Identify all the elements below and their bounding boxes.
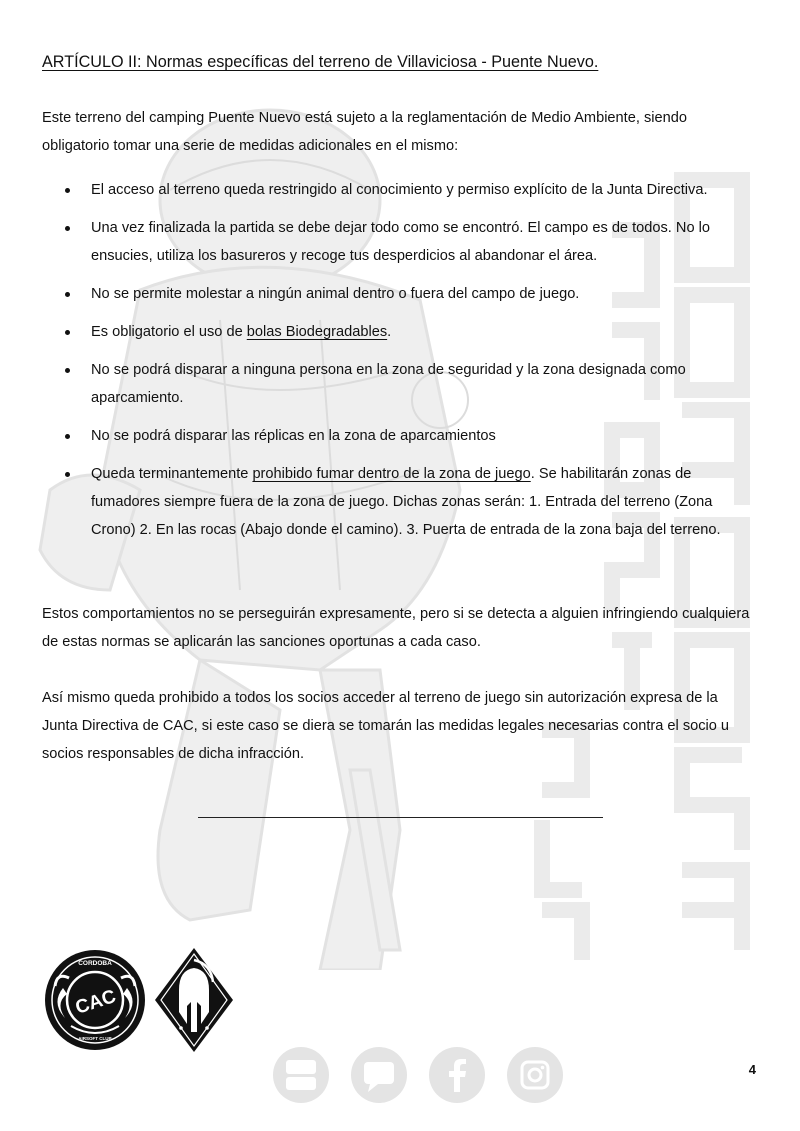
biodegradable-link[interactable]: bolas Biodegradables [246, 324, 388, 340]
chat-icon[interactable] [350, 1046, 408, 1104]
list-item [42, 176, 754, 204]
article-heading: ARTÍCULO II: Normas específicas del terreno de Villaviciosa - Puente Nuevo. [42, 53, 599, 71]
document-content [42, 40, 754, 768]
list-item [42, 356, 754, 412]
instagram-icon[interactable] [506, 1046, 564, 1104]
rule-text: No se podrá disparar a ninguna persona en la zona de seguridad y la zona designada como aparcamiento. [91, 362, 686, 406]
sanctions-paragraph: Estos comportamientos no se perseguirán expresamente, pero si se detecta a alguien infringiendo cualquiera de estas normas se aplicarán las sanciones oportunas a cada caso. [42, 606, 750, 650]
rule-text: . Se habilitarán zonas de fumadores siempre fuera de la zona de juego. Dichas zonas serán: 1. Entrada del terreno (Zona Crono) 2. En las rocas (Abajo donde el camino). 3. Puerta de entrada de la zona baja del terreno. [91, 466, 721, 538]
list-item [42, 460, 754, 544]
rule-text: El acceso al terreno queda restringido al conocimiento y permiso explícito de la Junta Directiva. [91, 182, 708, 198]
rule-text: No se permite molestar a ningún animal dentro o fuera del campo de juego. [91, 286, 580, 302]
list-item [42, 214, 754, 270]
intro-paragraph: Este terreno del camping Puente Nuevo está sujeto a la reglamentación de Medio Ambiente, siendo obligatorio tomar una serie de medidas adicionales en el mismo: [42, 110, 687, 154]
logo-text-main: CAC [72, 986, 119, 1019]
rule-text: Es obligatorio el uso de [91, 324, 247, 340]
rule-text: No se podrá disparar las réplicas en la zona de aparcamientos [91, 428, 496, 444]
youtube-icon[interactable] [272, 1046, 330, 1104]
list-item [42, 318, 754, 346]
rule-text: Una vez finalizada la partida se debe dejar todo como se encontró. El campo es de todos. No lo ensucies, utiliza los basureros y recoge tus desperdicios al abandonar el área. [91, 220, 710, 264]
list-item [42, 422, 754, 450]
spartan-helmet-logo [153, 946, 235, 1054]
access-paragraph: Así mismo queda prohibido a todos los socios acceder al terreno de juego sin autorización expresa de la Junta Directiva de CAC, si este caso se diera se tomarán las medidas legales necesarias contra el socio u socios responsables de dicha infracción. [42, 690, 730, 762]
rule-text: Queda terminantemente [91, 466, 253, 482]
list-item [42, 280, 754, 308]
logo-text-bottom: AIRSOFT CLUB [78, 1036, 112, 1041]
page-number: 4 [748, 1062, 756, 1077]
cac-logo [43, 948, 147, 1052]
rules-list [42, 176, 754, 544]
rule-text: . [387, 324, 392, 340]
facebook-icon[interactable] [428, 1046, 486, 1104]
no-smoking-link[interactable]: prohibido fumar dentro de la zona de juego [252, 466, 531, 482]
divider-line [198, 817, 603, 818]
logo-text-top: CORDOBA [78, 960, 112, 967]
